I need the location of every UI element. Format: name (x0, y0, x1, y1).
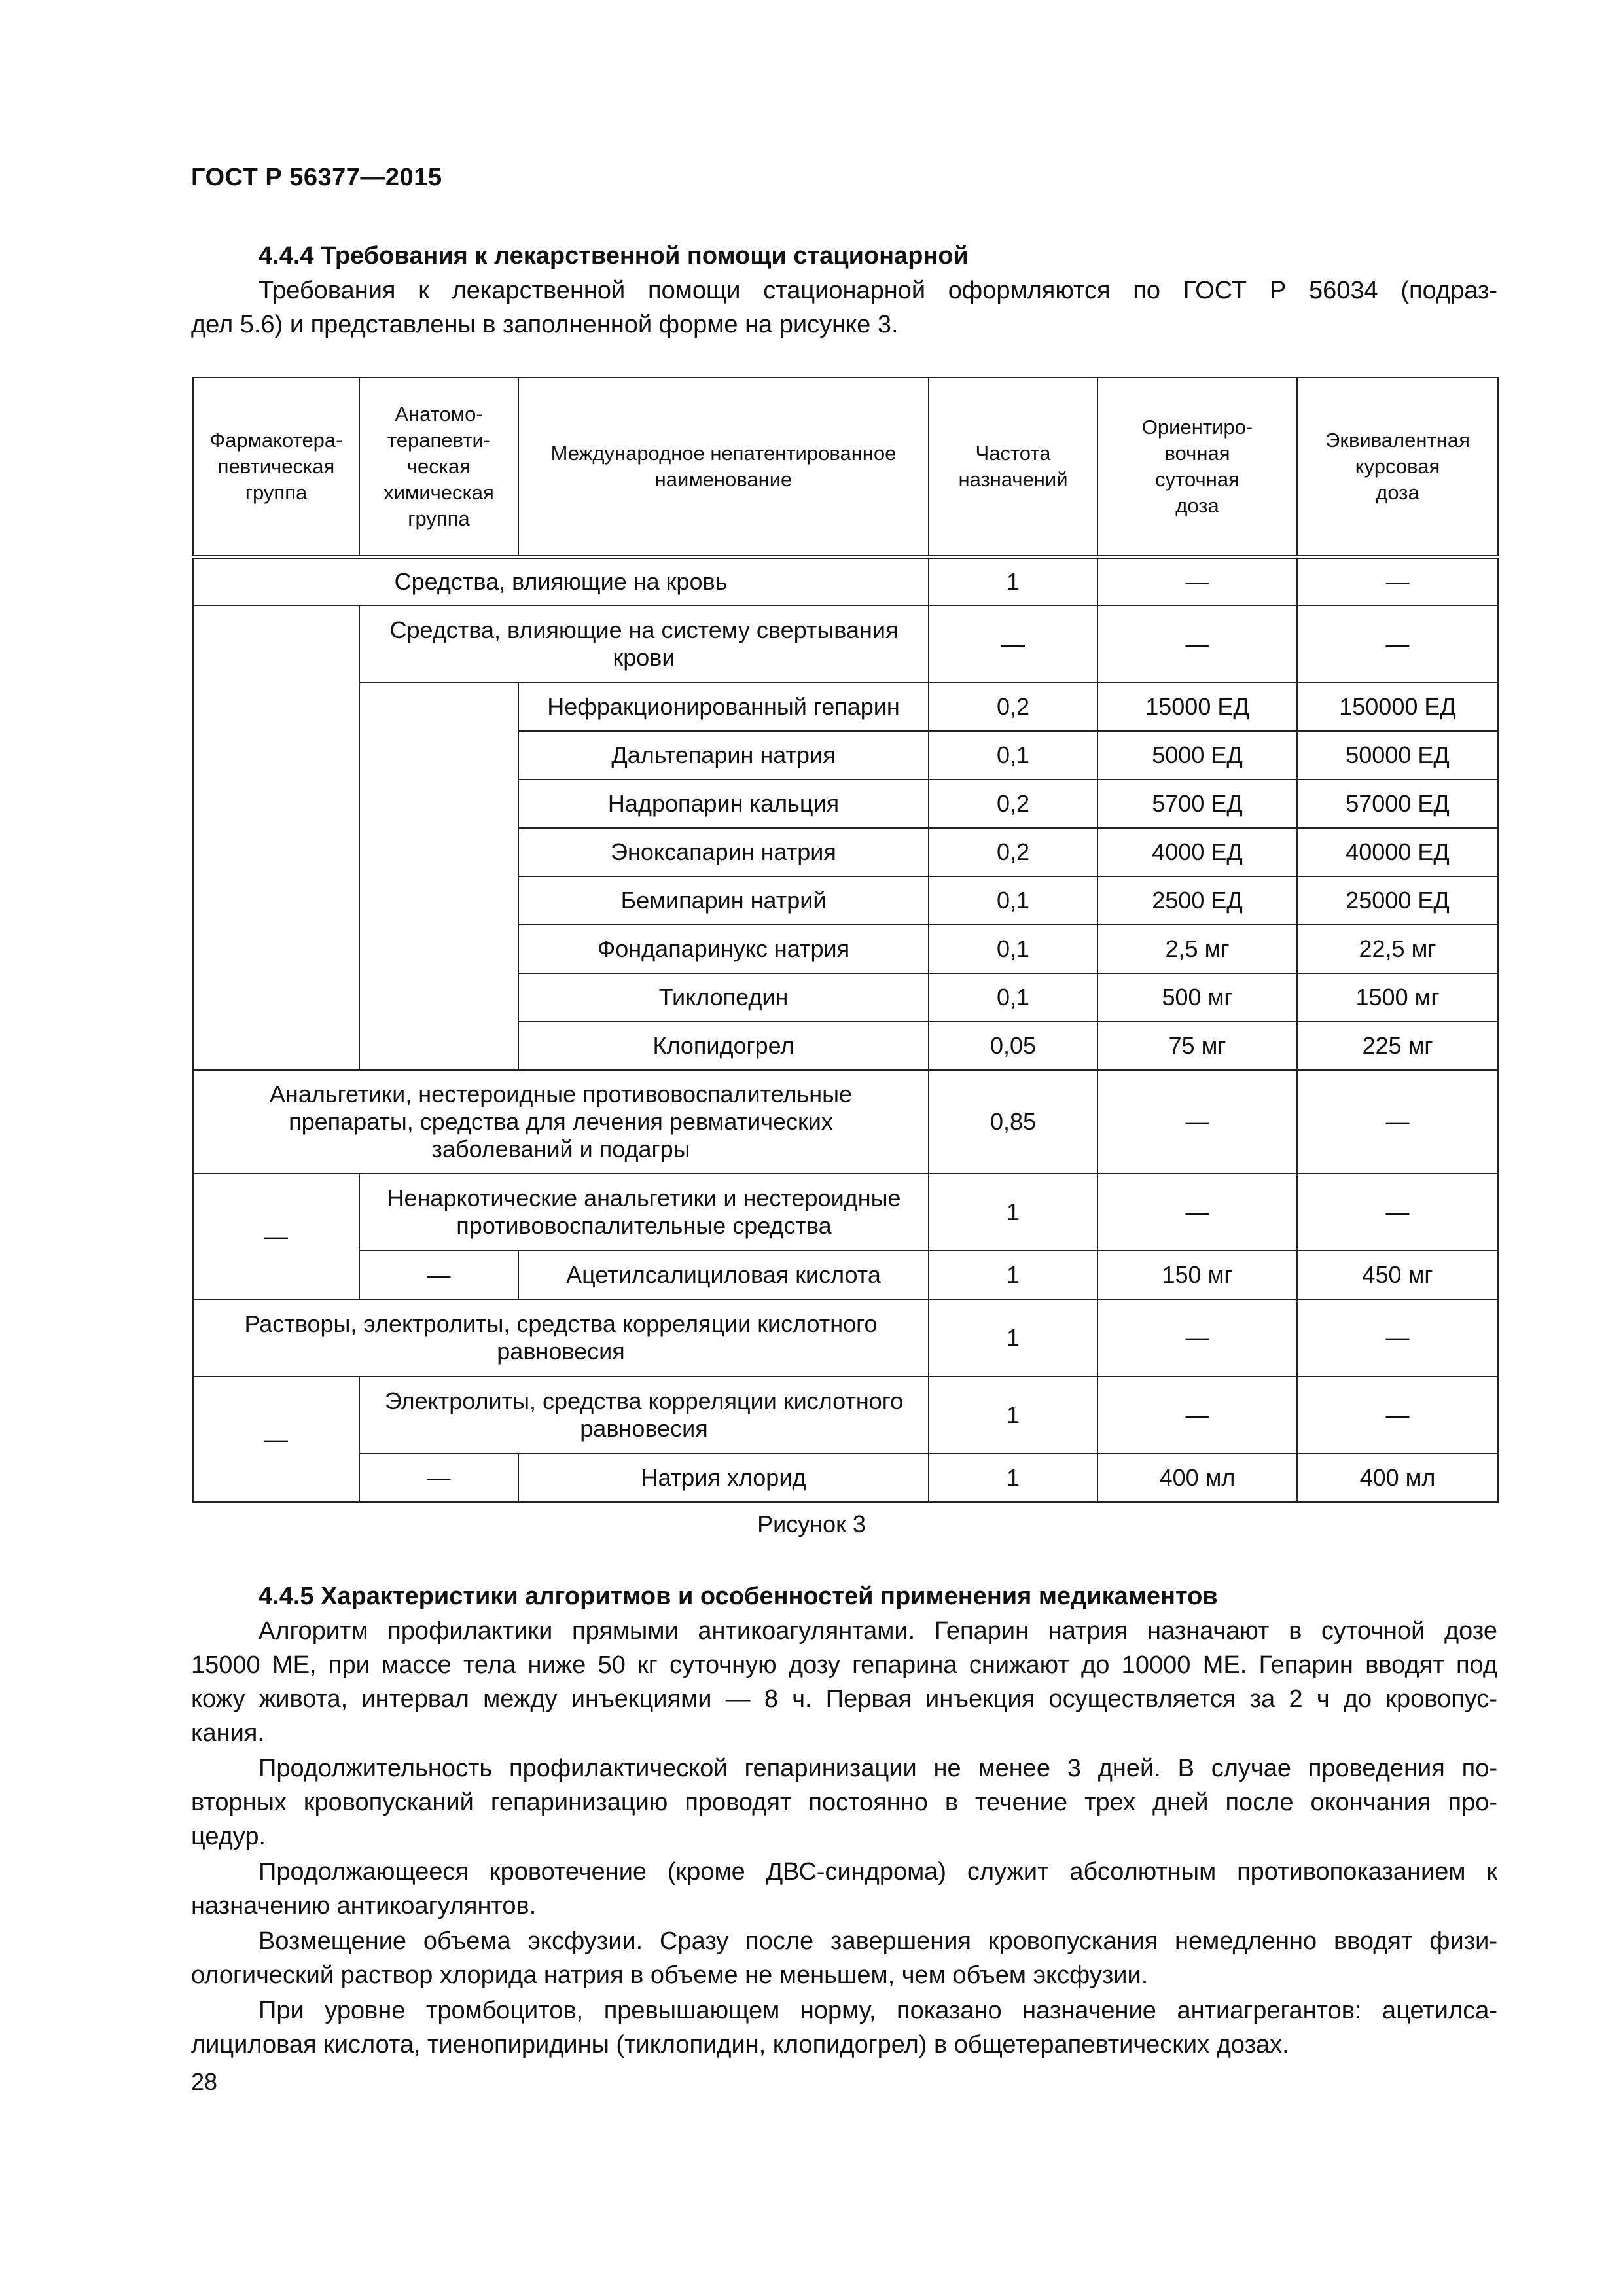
frequency-cell: — (929, 605, 1097, 683)
frequency-cell: 0,1 (929, 731, 1097, 780)
document-code: ГОСТ Р 56377—2015 (191, 164, 442, 191)
paragraph (191, 1751, 1497, 1854)
empty-pharm-cell (193, 605, 359, 1070)
subgroup-name-cell: Ненаркотические анальгетики и нестероидные противовоспалительные средства (359, 1174, 929, 1251)
frequency-cell: 1 (929, 1251, 1097, 1299)
table-row (193, 1070, 1498, 1174)
subgroup-name-cell: Электролиты, средства корреляции кислотного равновесия (359, 1376, 929, 1454)
text-line: дел 5.6) и представлены в заполненной форме на рисунке 3. (191, 311, 899, 338)
pharm-group-cell: — (193, 1174, 359, 1299)
text-line: ологический раствор хлорида натрия в объеме не меньшем, чем объем эксфузии. (191, 1962, 1149, 1989)
col-header-pharm-group: Фармакотера- певтическая группа (193, 378, 359, 557)
course-dose-cell: — (1297, 557, 1498, 605)
course-dose-cell: — (1297, 605, 1498, 683)
table-row (193, 1251, 1498, 1299)
course-dose-cell: 40000 ЕД (1297, 828, 1498, 876)
frequency-cell: 1 (929, 557, 1097, 605)
table-row (193, 605, 1498, 683)
daily-dose-cell: 150 мг (1097, 1251, 1297, 1299)
text-line: Алгоритм профилактики прямыми антикоагулянтами. Гепарин натрия назначают в суточной дозе (259, 1617, 1497, 1645)
frequency-cell: 0,05 (929, 1022, 1097, 1070)
drug-name-cell: Натрия хлорид (518, 1454, 929, 1502)
text-line: вторных кровопусканий гепаринизацию проводят постоянно в течение трех дней после окончания про- (191, 1789, 1497, 1816)
table-row (193, 1174, 1498, 1251)
frequency-cell: 1 (929, 1376, 1097, 1454)
page-number: 28 (191, 2068, 218, 2095)
group-name-cell: Анальгетики, нестероидные противовоспалительные препараты, средства для лечения ревматических заболеваний и подагры (193, 1070, 929, 1174)
section-4-4-5-heading: 4.4.5 Характеристики алгоритмов и особенностей применения медикаментов (259, 1583, 1218, 1610)
daily-dose-cell: — (1097, 1070, 1297, 1174)
daily-dose-cell: 4000 ЕД (1097, 828, 1297, 876)
course-dose-cell: 1500 мг (1297, 973, 1498, 1022)
subgroup-name-cell: Средства, влияющие на систему свертывания крови (359, 605, 929, 683)
daily-dose-cell: 15000 ЕД (1097, 683, 1297, 731)
course-dose-cell: 50000 ЕД (1297, 731, 1498, 780)
section-4-4-4-heading: 4.4.4 Требования к лекарственной помощи стационарной (259, 242, 969, 270)
drug-name-cell: Клопидогрел (518, 1022, 929, 1070)
daily-dose-cell: — (1097, 557, 1297, 605)
drug-name-cell: Дальтепарин натрия (518, 731, 929, 780)
course-dose-cell: 22,5 мг (1297, 925, 1498, 973)
atc-group-cell: — (359, 1251, 518, 1299)
course-dose-cell: 25000 ЕД (1297, 876, 1498, 925)
frequency-cell: 1 (929, 1299, 1097, 1376)
paragraph (191, 1924, 1497, 1992)
table-row (193, 1376, 1498, 1454)
col-header-daily-dose: Ориентиро- вочная суточная доза (1097, 378, 1297, 557)
group-name-cell: Растворы, электролиты, средства корреляции кислотного равновесия (193, 1299, 929, 1376)
col-header-course-dose: Эквивалентная курсовая доза (1297, 378, 1498, 557)
drug-name-cell: Тиклопедин (518, 973, 929, 1022)
course-dose-cell: 225 мг (1297, 1022, 1498, 1070)
table-row (193, 683, 1498, 731)
frequency-cell: 0,85 (929, 1070, 1097, 1174)
text-line: Возмещение объема эксфузии. Сразу после завершения кровопускания немедленно вводят физи- (259, 1928, 1497, 1955)
table-header-row (193, 378, 1498, 557)
text-line: лициловая кислота, тиенопиридины (тиклопидин, клопидогрел) в общетерапевтических дозах. (191, 2031, 1289, 2058)
frequency-cell: 0,1 (929, 973, 1097, 1022)
text-line: Продолжительность профилактической гепаринизации не менее 3 дней. В случае проведения по- (259, 1755, 1497, 1782)
daily-dose-cell: 75 мг (1097, 1022, 1297, 1070)
group-name-cell: Средства, влияющие на кровь (193, 557, 929, 605)
empty-atc-cell (359, 683, 518, 1070)
daily-dose-cell: — (1097, 1376, 1297, 1454)
table-row (193, 1299, 1498, 1376)
paragraph (191, 1614, 1497, 1750)
frequency-cell: 1 (929, 1454, 1097, 1502)
table-row (193, 557, 1498, 605)
drug-name-cell: Эноксапарин натрия (518, 828, 929, 876)
frequency-cell: 0,2 (929, 780, 1097, 828)
course-dose-cell: — (1297, 1299, 1498, 1376)
figure-caption: Рисунок 3 (757, 1511, 866, 1537)
daily-dose-cell: 400 мл (1097, 1454, 1297, 1502)
paragraph (191, 1855, 1497, 1923)
daily-dose-cell: — (1097, 1299, 1297, 1376)
frequency-cell: 0,2 (929, 683, 1097, 731)
daily-dose-cell: — (1097, 605, 1297, 683)
text-line: цедур. (191, 1823, 266, 1850)
course-dose-cell: 450 мг (1297, 1251, 1498, 1299)
frequency-cell: 0,2 (929, 828, 1097, 876)
col-header-frequency: Частота назначений (929, 378, 1097, 557)
table-row (193, 1454, 1498, 1502)
frequency-cell: 0,1 (929, 925, 1097, 973)
drug-name-cell: Фондапаринукс натрия (518, 925, 929, 973)
col-header-inn: Международное непатентированное наименование (518, 378, 929, 557)
section-4-4-4-text (191, 274, 1497, 342)
text-line: 15000 МЕ, при массе тела ниже 50 кг суточную дозу гепарина снижают до 10000 МЕ. Гепарин вводят под (191, 1651, 1497, 1679)
text-line: Продолжающееся кровотечение (кроме ДВС-синдрома) служит абсолютным противопоказанием к (259, 1858, 1497, 1886)
frequency-cell: 1 (929, 1174, 1097, 1251)
text-line: кожу живота, интервал между инъекциями — 8 ч. Первая инъекция осуществляется за 2 ч до кровопус- (191, 1685, 1497, 1713)
drug-name-cell: Нефракционированный гепарин (518, 683, 929, 731)
drug-name-cell: Ацетилсалициловая кислота (518, 1251, 929, 1299)
course-dose-cell: — (1297, 1070, 1498, 1174)
course-dose-cell: 57000 ЕД (1297, 780, 1498, 828)
text-line: Требования к лекарственной помощи стационарной оформляются по ГОСТ Р 56034 (подраз- (259, 277, 1497, 304)
drug-name-cell: Бемипарин натрий (518, 876, 929, 925)
daily-dose-cell: 2,5 мг (1097, 925, 1297, 973)
daily-dose-cell: 5700 ЕД (1097, 780, 1297, 828)
atc-group-cell: — (359, 1454, 518, 1502)
course-dose-cell: 400 мл (1297, 1454, 1498, 1502)
frequency-cell: 0,1 (929, 876, 1097, 925)
pharm-group-cell: — (193, 1376, 359, 1502)
drug-name-cell: Надропарин кальция (518, 780, 929, 828)
text-line: кания. (191, 1719, 264, 1747)
course-dose-cell: — (1297, 1174, 1498, 1251)
daily-dose-cell: 500 мг (1097, 973, 1297, 1022)
text-line: назначению антикоагулянтов. (191, 1892, 537, 1920)
paragraph (191, 1994, 1497, 2062)
daily-dose-cell: 2500 ЕД (1097, 876, 1297, 925)
text-line: При уровне тромбоцитов, превышающем норму, показано назначение антиагрегантов: ацетилса- (259, 1997, 1497, 2024)
daily-dose-cell: 5000 ЕД (1097, 731, 1297, 780)
col-header-atc-group: Анатомо- терапевти- ческая химическая группа (359, 378, 518, 557)
course-dose-cell: 150000 ЕД (1297, 683, 1498, 731)
course-dose-cell: — (1297, 1376, 1498, 1454)
drug-requirements-table (192, 377, 1499, 1503)
daily-dose-cell: — (1097, 1174, 1297, 1251)
